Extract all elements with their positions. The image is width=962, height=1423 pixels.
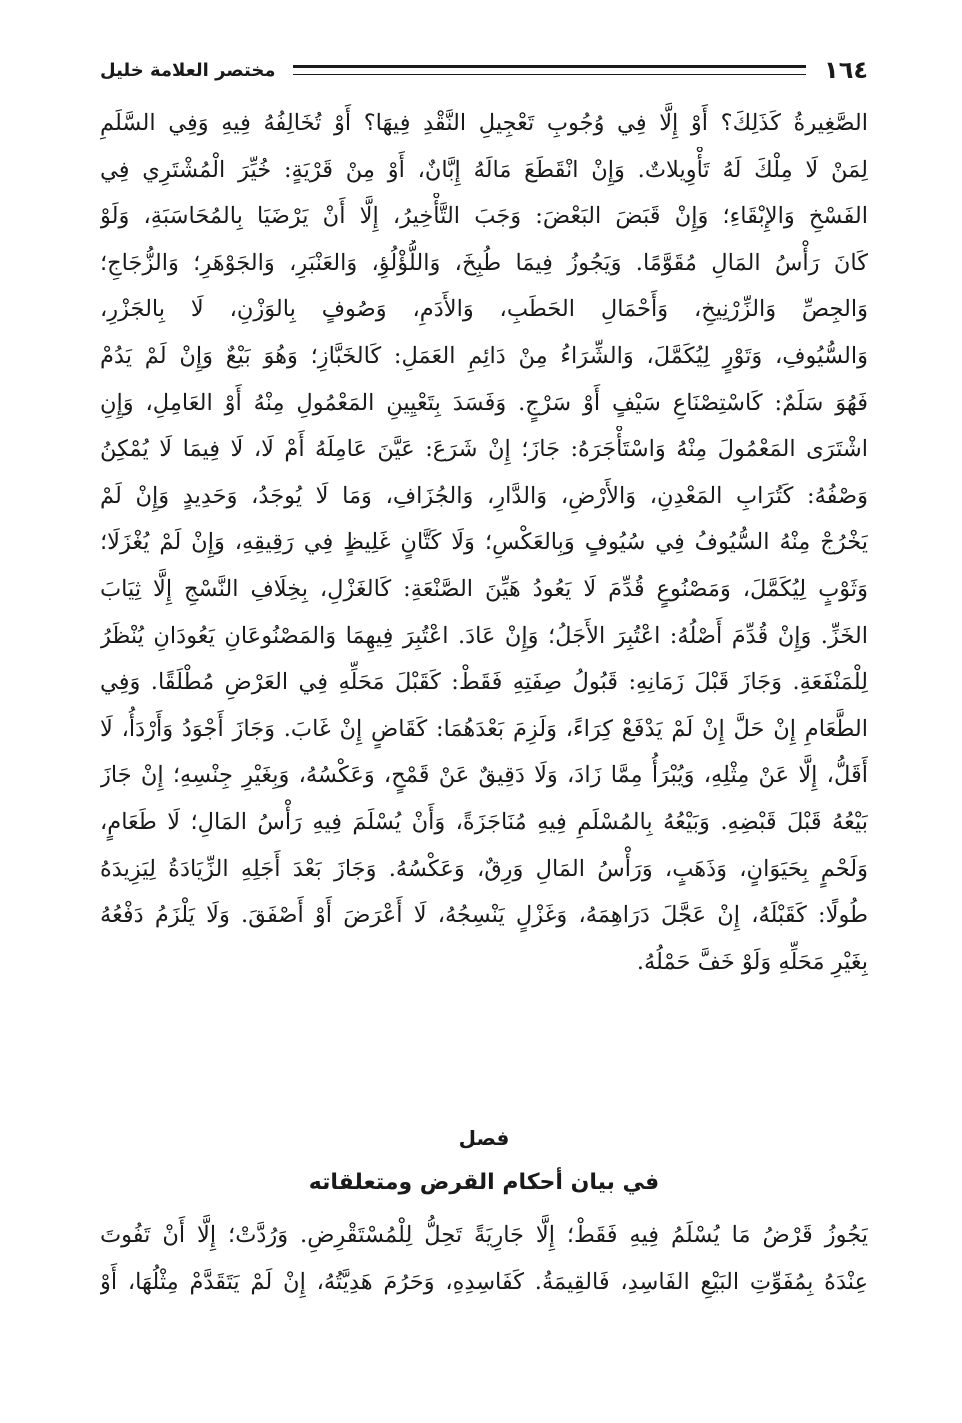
- book-title: مختصر العلامة خليل: [100, 59, 276, 81]
- text-line: عِنْدَهُ بِمُفَوِّتِ البَيْعِ الفَاسِدِ، فَالقِيمَةُ. كَفَاسِدِهِ، وَحَرُمَ هَدِيَّتُهُ، إِنْ لَمْ يَتَقَدَّمْ مِثْلُهَا، أَوْ: [100, 1268, 868, 1295]
- text-line: لِمَنْ لَا مِلْكَ لَهُ تَأْوِيلاتٌ. وَإِنْ انْقَطَعَ مَالَهُ إِبَّانٌ، أَوْ مِنْ قَرْيَةٍ: خُيِّرَ الْمُشْتَرِي فِي: [100, 156, 868, 183]
- page-number: ١٦٤: [824, 56, 868, 84]
- text-line: يَجُوزُ قَرْضُ مَا يُسْلَمُ فِيهِ فَقَطْ؛ إِلَّا جَارِيَةً تَحِلُّ لِلْمُسْتَقْرِضِ. وَرُدَّتْ؛ إِلَّا أَنْ تَفُوتَ: [100, 1222, 868, 1248]
- text-line: اشْتَرَى المَعْمُولَ مِنْهُ وَاسْتَأْجَرَهُ: جَازَ؛ إِنْ شَرَعَ: عَيَّنَ عَامِلَهُ أَمْ لَا، لَا فِيمَا لَا يُمْكِنُ: [100, 436, 868, 463]
- text-line: الصَّغِيرةُ كَذَلِكَ؟ أَوْ إِلَّا فِي وُجُوبِ تَعْجِيلِ النَّقْدِ فِيهَا؟ أَوْ تُخَالِفُهُ فِيهِ وَفِي السَّلَمِ: [100, 110, 868, 136]
- section-subheading: في بيان أحكام القرض ومتعلقاته: [308, 1170, 660, 1195]
- text-line: الطَّعَامِ إِنْ حَلَّ إِنْ لَمْ يَدْفَعْ كِرَاءً، وَلَزِمَ بَعْدَهُمَا: كَقَاضٍ إِنْ غَابَ. وَجَازَ أَجْوَدُ وَأَرْدَأُ، لَا: [100, 715, 868, 742]
- text-line: بَيْعُهُ قَبْلَ قَبْضِهِ. وَبَيْعُهُ بِالمُسْلَمِ فِيهِ مُنَاجَزَةً، وَأَنْ يُسْلَمَ فِيهِ رَأْسُ المَالِ؛ لَا طَعَامٍ،: [100, 808, 868, 835]
- text-line: وَالجِصِّ وَالزِّرْنِيخِ، وَأَحْمَالِ الحَطَبِ، وَالأَدَمِ، وَصُوفٍ بِالوَزْنِ، لَا بِالجَزْرِ،: [100, 296, 868, 323]
- text-line: وَلَحْمٍ بِحَيَوَانٍ، وَذَهَبٍ، وَرَأْسُ المَالِ وَرِقٌ، وَعَكْسُهُ. وَجَازَ بَعْدَ أَجَلِهِ الزِّيَادَةُ لِيَزِيدَهُ: [100, 855, 868, 882]
- text-line: وَالسُّيُوفِ، وَتَوْرٍ لِيُكَمَّلَ، وَالشِّرَاءُ مِنْ دَائِمِ العَمَلِ: كَالخَبَّازِ؛ وَهُوَ بَيْعٌ وَإِنْ لَمْ يَدُمْ: [100, 342, 868, 369]
- text-line: فَهُوَ سَلَمٌ: كَاسْتِصْنَاعِ سَيْفٍ أَوْ سَرْجٍ. وَفَسَدَ بِتَعْيِينِ المَعْمُولِ مِنْهُ أَوْ العَامِلِ، وَإِنِ: [100, 389, 868, 416]
- text-line: طُولًا: كَقَبْلَهُ، إِنْ عَجَّلَ دَرَاهِمَهُ، وَغَزْلٍ يَنْسِجُهُ، لَا أَعْرَضَ أَوْ أَصْفَقَ. وَلَا يَلْزَمُ دَفْعُهُ: [100, 902, 868, 929]
- text-line: كَانَ رَأْسُ المَالِ مُقَوَّمًا. وَيَجُوزُ فِيمَا طُبِخَ، وَاللُّؤْلُؤِ، وَالعَنْبَرِ، وَالجَوْهَرِ؛ وَالزُّجَاجِ؛: [100, 249, 868, 276]
- text-line: لِلْمَنْفَعَةِ. وَجَازَ قَبْلَ زَمَانِهِ: قَبُولُ صِفَتِهِ فَقَطْ: كَقَبْلَ مَحَلِّهِ فِي العَرْضِ مُطْلَقًا. وَفِي: [100, 669, 868, 696]
- section-heading: فصل: [458, 1126, 510, 1150]
- text-line: وَصْفُهُ: كَتُرَابِ المَعْدِنِ، وَالأَرْضِ، وَالدَّارِ، وَالجُزَافِ، وَمَا لَا يُوجَدُ، وَحَدِيدٍ وَإِنْ لَمْ: [100, 482, 868, 509]
- section-text: [100, 1212, 868, 1305]
- text-line: الفَسْخِ وَالإِبْقَاءِ؛ وَإِنْ قَبَضَ البَعْضَ: وَجَبَ التَّأْخِيرُ، إِلَّا أَنْ يَرْضَيَا بِالمُحَاسَبَةِ، وَلَوْ: [100, 203, 868, 230]
- text-line: وَثَوْبٍ لِيُكَمَّلَ، وَمَصْنُوعٍ قُدِّمَ لَا يَعُودُ هَيِّنَ الصَّنْعَةِ: كَالغَزْلِ، بِخِلَافِ النَّسْجِ إِلَّا ثِيَابَ: [100, 575, 868, 602]
- text-line: الخَزِّ. وَإِنْ قُدِّمَ أَصْلُهُ: اعْتُبِرَ الأَجَلُ؛ وَإِنْ عَادَ. اعْتُبِرَ فِيهِمَا وَالمَصْنُوعَانِ يَعُودَانِ يُنْظَرُ: [100, 622, 868, 649]
- main-text: [100, 100, 868, 985]
- text-line: بِغَيْرِ مَحَلِّهِ وَلَوْ خَفَّ حَمْلُهُ.: [636, 948, 868, 975]
- section-header: [100, 1116, 868, 1206]
- page-header: [100, 50, 868, 90]
- text-line: أَقَلُّ، إِلَّا عَنْ مِثْلِهِ، وَيُبْرَأُ مِمَّا زَادَ، وَلَا دَقِيقٌ عَنْ قَمْحٍ، وَعَكْسُهُ، وَبِغَيْرِ جِنْسِهِ؛ إِنْ جَازَ: [100, 762, 868, 789]
- book-page: [100, 50, 868, 1370]
- header-rule: [293, 65, 806, 75]
- text-line: يَخْرُجْ مِنْهُ السُّيُوفُ فِي سُيُوفٍ وَبِالعَكْسِ؛ وَلَا كَتَّانٍ غَلِيظٍ فِي رَقِيقِهِ، وَإِنْ لَمْ يُغْزَلَا؛: [100, 529, 868, 556]
